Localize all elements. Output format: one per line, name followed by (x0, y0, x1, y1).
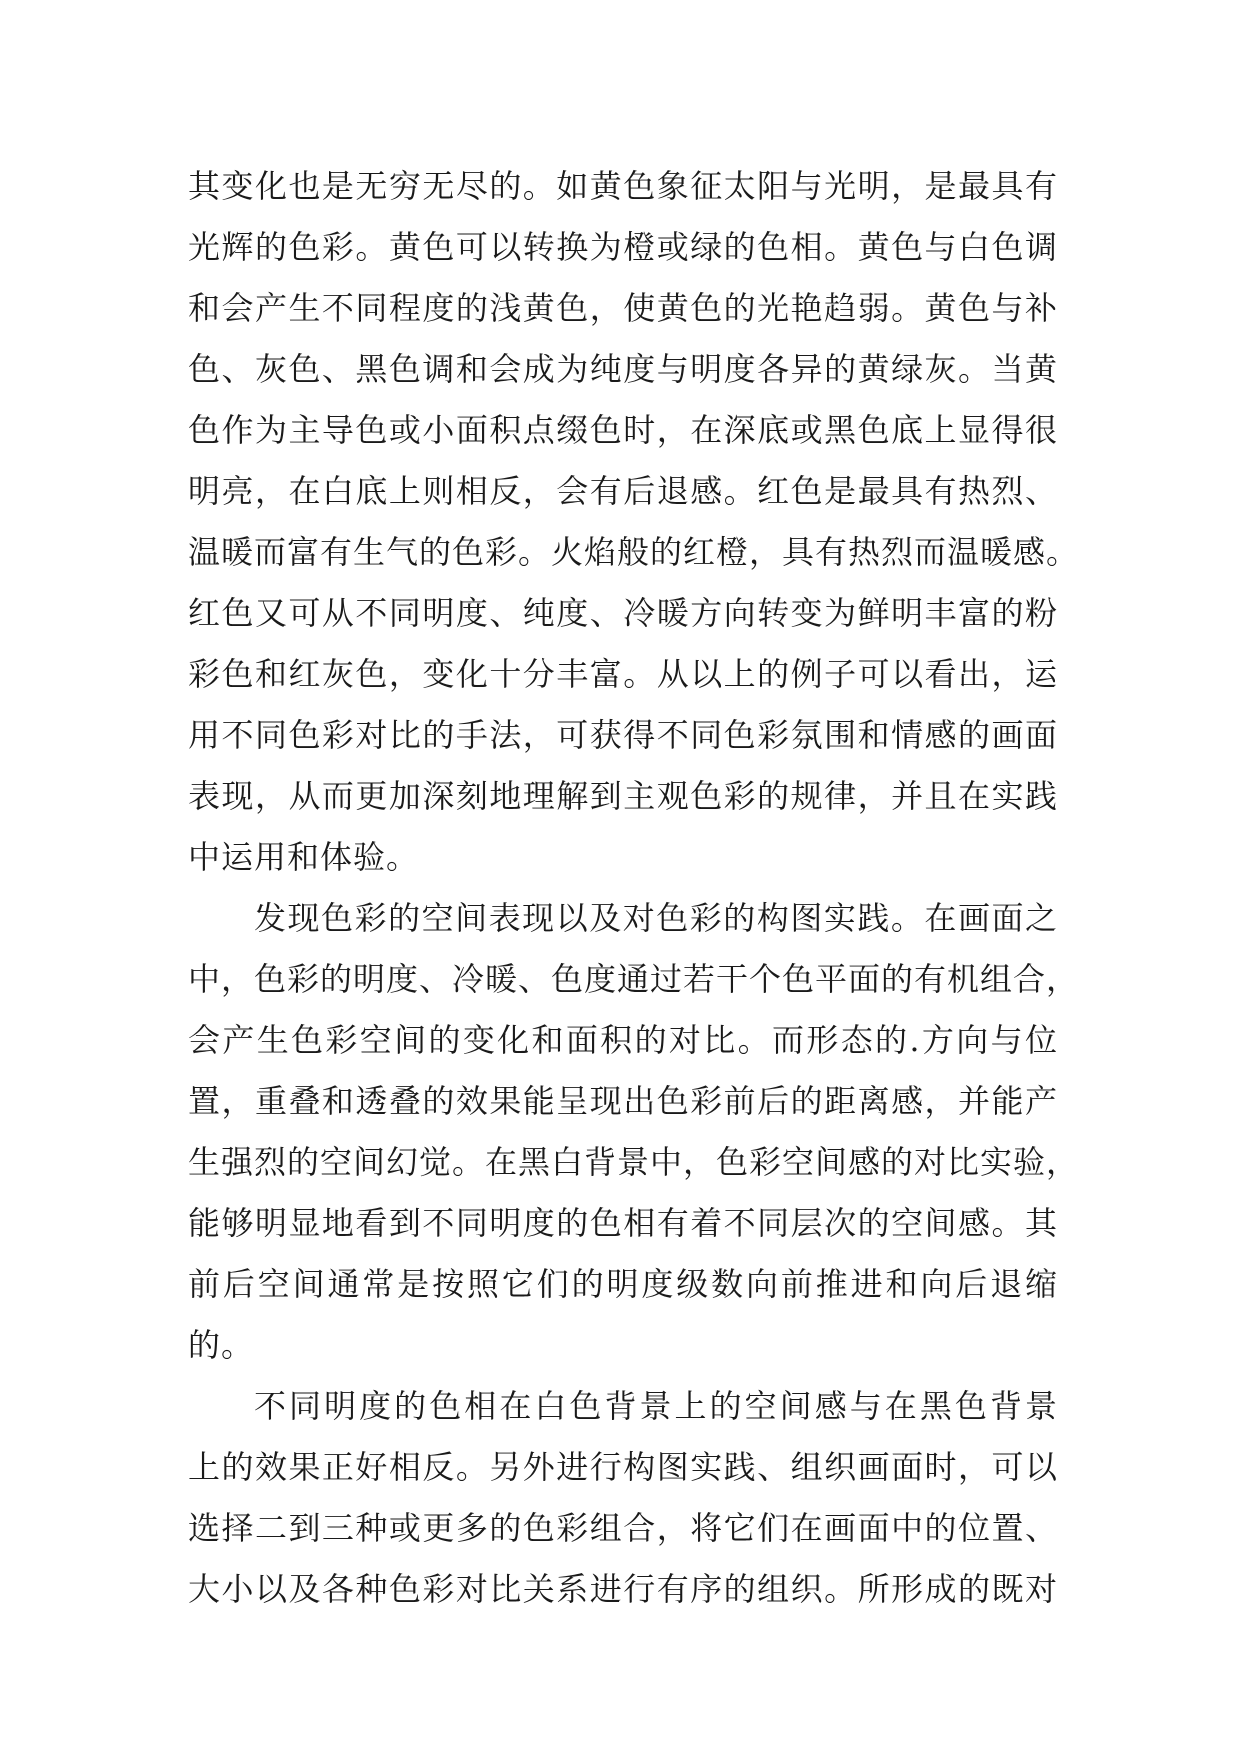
text-line: 温暖而富有生气的色彩。火焰般的红橙，具有热烈而温暖感。 (188, 533, 1080, 571)
text-line: 用不同色彩对比的手法，可获得不同色彩氛围和情感的画面 (188, 716, 1058, 754)
text-line: 其变化也是无穷无尽的。如黄色象征太阳与光明，是最具有 (188, 167, 1058, 205)
text-line: 上的效果正好相反。另外进行构图实践、组织画面时，可以 (188, 1448, 1058, 1486)
text-line: 光辉的色彩。黄色可以转换为橙或绿的色相。黄色与白色调 (188, 228, 1058, 266)
text-line: 中运用和体验。 (188, 838, 420, 876)
text-line: 表现，从而更加深刻地理解到主观色彩的规律，并且在实践 (188, 777, 1058, 815)
text-line: 前后空间通常是按照它们的明度级数向前推进和向后退缩 (188, 1265, 1058, 1303)
text-line: 不同明度的色相在白色背景上的空间感与在黑色背景 (254, 1387, 1058, 1425)
text-line: 色、灰色、黑色调和会成为纯度与明度各异的黄绿灰。当黄 (188, 350, 1058, 388)
text-line: 明亮，在白底上则相反，会有后退感。红色是最具有热烈、 (188, 472, 1058, 510)
text-line: 发现色彩的空间表现以及对色彩的构图实践。在画面之 (254, 899, 1058, 937)
text-line: 色作为主导色或小面积点缀色时，在深底或黑色底上显得很 (188, 411, 1058, 449)
text-line: 置，重叠和透叠的效果能呈现出色彩前后的距离感，并能产 (188, 1082, 1058, 1120)
text-line: 选择二到三种或更多的色彩组合，将它们在画面中的位置、 (188, 1509, 1058, 1547)
text-line: 会产生色彩空间的变化和面积的对比。而形态的.方向与位 (188, 1021, 1058, 1059)
text-line: 的。 (188, 1326, 255, 1364)
text-line: 大小以及各种色彩对比关系进行有序的组织。所形成的既对 (188, 1570, 1058, 1608)
text-line: 红色又可从不同明度、纯度、冷暖方向转变为鲜明丰富的粉 (188, 594, 1058, 632)
text-line: 能够明显地看到不同明度的色相有着不同层次的空间感。其 (188, 1204, 1058, 1242)
text-line: 生强烈的空间幻觉。在黑白背景中，色彩空间感的对比实验， (188, 1143, 1080, 1181)
text-line: 彩色和红灰色，变化十分丰富。从以上的例子可以看出，运 (188, 655, 1058, 693)
text-line: 和会产生不同程度的浅黄色，使黄色的光艳趋弱。黄色与补 (188, 289, 1058, 327)
text-line: 中，色彩的明度、冷暖、色度通过若干个色平面的有机组合， (188, 960, 1080, 998)
body-text (188, 156, 1080, 1620)
